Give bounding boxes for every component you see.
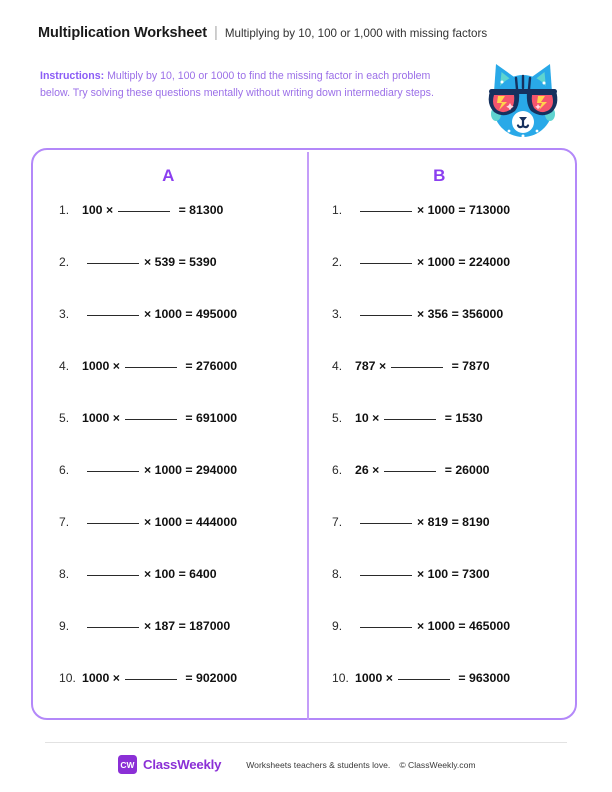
factor-value: 1000 [427, 203, 455, 217]
cat-with-sunglasses-icon [472, 58, 574, 146]
factor-value: 1000 [82, 411, 110, 425]
equals-symbol: = [178, 203, 186, 217]
product-value: 465000 [469, 619, 511, 633]
product-value: 495000 [196, 307, 238, 321]
problem-equation [355, 619, 510, 633]
multiply-symbol: × [112, 359, 120, 373]
product-value: 187000 [189, 619, 231, 633]
answer-blank[interactable] [398, 679, 450, 680]
problem-row [332, 567, 575, 619]
equals-symbol: = [178, 619, 186, 633]
multiply-symbol: × [144, 255, 152, 269]
factor-value: 1000 [427, 255, 455, 269]
product-value: 7300 [462, 567, 490, 581]
problem-equation [355, 411, 483, 425]
product-value: 5390 [189, 255, 217, 269]
product-value: 691000 [196, 411, 238, 425]
problem-number: 1. [59, 203, 70, 217]
factor-value: 10 [355, 411, 369, 425]
multiply-symbol: × [144, 307, 152, 321]
problem-row [332, 203, 575, 255]
equals-symbol: = [444, 463, 452, 477]
equals-symbol: = [451, 567, 459, 581]
problem-number: 10. [59, 671, 76, 685]
multiply-symbol: × [372, 463, 380, 477]
product-value: 356000 [462, 307, 504, 321]
problem-columns [33, 150, 575, 718]
page-header [38, 24, 574, 41]
multiply-symbol: × [144, 619, 152, 633]
answer-blank[interactable] [87, 263, 139, 264]
equals-symbol: = [458, 203, 466, 217]
factor-value: 539 [154, 255, 176, 269]
multiply-symbol: × [144, 567, 152, 581]
answer-blank[interactable] [87, 315, 139, 316]
product-value: 8190 [462, 515, 490, 529]
column-a [33, 150, 304, 718]
factor-value: 1000 [82, 671, 110, 685]
worksheet-card [31, 148, 577, 720]
factor-value: 1000 [427, 619, 455, 633]
problem-number: 8. [332, 567, 343, 581]
problem-number: 6. [59, 463, 70, 477]
equals-symbol: = [185, 515, 193, 529]
factor-value: 787 [355, 359, 376, 373]
problem-equation [82, 671, 237, 685]
answer-blank[interactable] [360, 575, 412, 576]
problem-row [59, 515, 304, 567]
problem-number: 9. [59, 619, 70, 633]
instructions-block [40, 68, 445, 102]
problem-number: 2. [59, 255, 70, 269]
problem-equation [355, 515, 490, 529]
problem-number: 6. [332, 463, 343, 477]
problem-equation [82, 515, 237, 529]
equals-symbol: = [185, 359, 193, 373]
problem-equation [355, 567, 490, 581]
brand-name: ClassWeekly [143, 757, 222, 772]
problem-row [59, 671, 304, 723]
equals-symbol: = [185, 671, 193, 685]
product-value: 444000 [196, 515, 238, 529]
product-value: 902000 [196, 671, 238, 685]
problem-row [59, 203, 304, 255]
factor-value: 1000 [154, 515, 182, 529]
answer-blank[interactable] [384, 419, 436, 420]
footer-tagline: Worksheets teachers & students love. [246, 759, 391, 770]
column-a-header: A [162, 166, 175, 185]
problem-equation [355, 359, 490, 373]
problem-equation [355, 203, 510, 217]
answer-blank[interactable] [87, 523, 139, 524]
product-value: 276000 [196, 359, 238, 373]
multiply-symbol: × [372, 411, 380, 425]
multiply-symbol: × [417, 255, 425, 269]
instructions-label: Instructions: [40, 70, 105, 82]
equals-symbol: = [458, 671, 466, 685]
answer-blank[interactable] [360, 627, 412, 628]
equals-symbol: = [185, 411, 193, 425]
problem-row [59, 567, 304, 619]
multiply-symbol: × [144, 463, 152, 477]
problem-number: 10. [332, 671, 349, 685]
problem-equation [82, 203, 223, 217]
answer-blank[interactable] [87, 627, 139, 628]
problem-equation [355, 307, 503, 321]
footer [118, 755, 538, 774]
factor-value: 100 [427, 567, 449, 581]
product-value: 224000 [469, 255, 511, 269]
equals-symbol: = [178, 255, 186, 269]
column-b-problem-list [304, 203, 575, 723]
multiply-symbol: × [378, 359, 387, 373]
problem-number: 4. [59, 359, 70, 373]
problem-number: 5. [332, 411, 343, 425]
page-subtitle: Multiplying by 10, 100 or 1,000 with missing factors [224, 27, 488, 40]
problem-number: 8. [59, 567, 70, 581]
answer-blank[interactable] [118, 211, 170, 212]
problem-row [59, 411, 304, 463]
problem-row [332, 359, 575, 411]
multiply-symbol: × [112, 411, 120, 425]
product-value: 294000 [196, 463, 238, 477]
multiply-symbol: × [417, 515, 425, 529]
answer-blank[interactable] [360, 263, 412, 264]
instructions-text: Multiply by 10, 100 or 1000 to find the missing factor in each problem below. Try solving these questions mentally without writing down intermediary steps. [40, 70, 434, 100]
problem-row [332, 411, 575, 463]
problem-number: 1. [332, 203, 343, 217]
problem-equation [82, 359, 237, 373]
problem-number: 7. [59, 515, 70, 529]
product-value: 26000 [455, 463, 490, 477]
equals-symbol: = [458, 255, 466, 269]
answer-blank[interactable] [125, 679, 177, 680]
factor-value: 1000 [82, 359, 110, 373]
multiply-symbol: × [417, 203, 425, 217]
multiply-symbol: × [417, 567, 425, 581]
problem-number: 7. [332, 515, 343, 529]
problem-equation [82, 619, 230, 633]
factor-value: 819 [427, 515, 449, 529]
answer-blank[interactable] [125, 367, 177, 368]
equals-symbol: = [178, 567, 186, 581]
footer-divider [45, 742, 567, 743]
equals-symbol: = [451, 307, 459, 321]
factor-value: 1000 [355, 671, 383, 685]
multiply-symbol: × [417, 619, 425, 633]
problem-equation [355, 255, 510, 269]
product-value: 6400 [189, 567, 217, 581]
factor-value: 100 [82, 203, 103, 217]
product-value: 713000 [469, 203, 511, 217]
multiply-symbol: × [417, 307, 425, 321]
answer-blank[interactable] [360, 523, 412, 524]
problem-number: 3. [332, 307, 343, 321]
problem-row [332, 255, 575, 307]
problem-equation [82, 567, 217, 581]
factor-value: 187 [154, 619, 176, 633]
title-separator: | [213, 24, 218, 41]
footer-copyright: © ClassWeekly.com [399, 759, 476, 770]
equals-symbol: = [451, 515, 459, 529]
answer-blank[interactable] [360, 315, 412, 316]
answer-blank[interactable] [87, 471, 139, 472]
classweekly-logo-icon: CW [118, 755, 137, 774]
problem-number: 3. [59, 307, 70, 321]
multiply-symbol: × [144, 515, 152, 529]
product-value: 7870 [462, 359, 490, 373]
column-a-problem-list [33, 203, 304, 723]
problem-row [332, 671, 575, 723]
multiply-symbol: × [112, 671, 120, 685]
product-value: 963000 [469, 671, 511, 685]
problem-row [59, 255, 304, 307]
product-value: 1530 [455, 411, 483, 425]
problem-number: 5. [59, 411, 70, 425]
factor-value: 100 [154, 567, 176, 581]
problem-row [59, 307, 304, 359]
problem-row [332, 463, 575, 515]
problem-row [332, 307, 575, 359]
factor-value: 1000 [154, 307, 182, 321]
problem-equation [355, 463, 490, 477]
problem-number: 9. [332, 619, 343, 633]
multiply-symbol: × [385, 671, 393, 685]
product-value: 81300 [189, 203, 224, 217]
equals-symbol: = [451, 359, 459, 373]
column-b-header: B [433, 166, 446, 185]
answer-blank[interactable] [384, 471, 436, 472]
equals-symbol: = [185, 307, 193, 321]
problem-number: 4. [332, 359, 343, 373]
problem-equation [82, 463, 237, 477]
problem-equation [355, 671, 510, 685]
factor-value: 26 [355, 463, 369, 477]
multiply-symbol: × [105, 203, 114, 217]
problem-row [59, 359, 304, 411]
problem-row [59, 619, 304, 671]
answer-blank[interactable] [125, 419, 177, 420]
answer-blank[interactable] [391, 367, 443, 368]
problem-row [59, 463, 304, 515]
factor-value: 1000 [154, 463, 182, 477]
equals-symbol: = [185, 463, 193, 477]
equals-symbol: = [444, 411, 452, 425]
column-b [304, 150, 575, 718]
problem-equation [82, 411, 237, 425]
answer-blank[interactable] [360, 211, 412, 212]
problem-row [332, 515, 575, 567]
problem-number: 2. [332, 255, 343, 269]
page-title: Multiplication Worksheet [38, 25, 207, 41]
answer-blank[interactable] [87, 575, 139, 576]
problem-equation [82, 255, 217, 269]
equals-symbol: = [458, 619, 466, 633]
factor-value: 356 [427, 307, 449, 321]
problem-equation [82, 307, 237, 321]
problem-row [332, 619, 575, 671]
